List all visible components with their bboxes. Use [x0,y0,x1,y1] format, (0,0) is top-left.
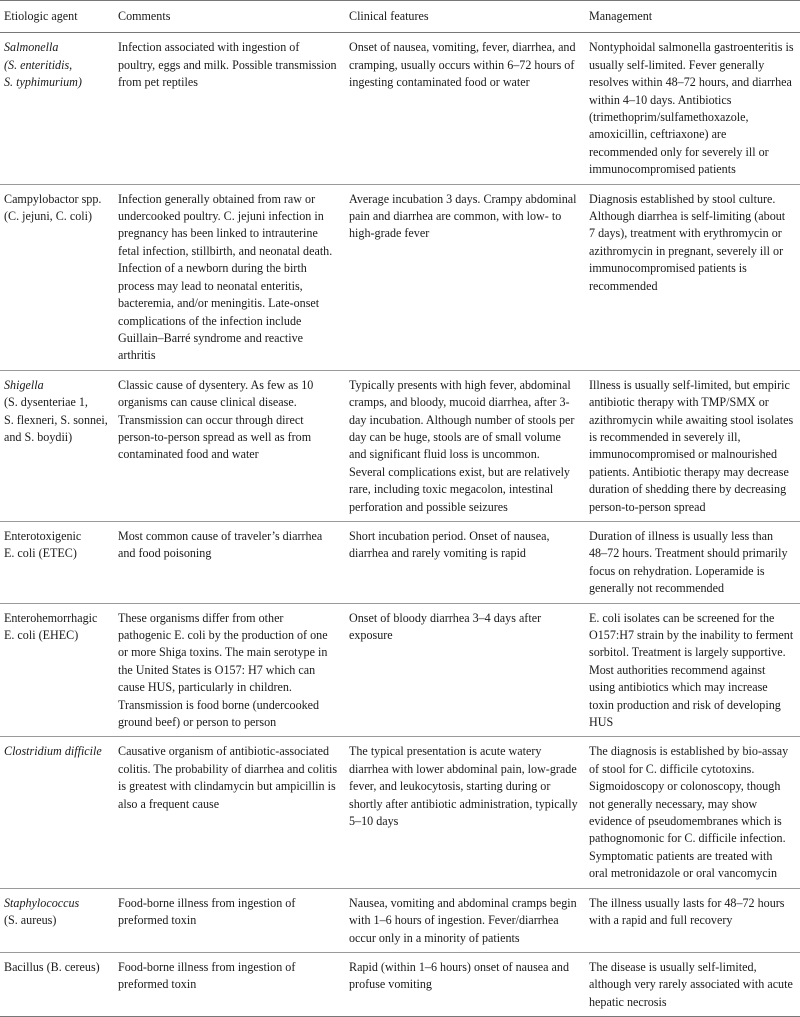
table-row [0,888,800,952]
clinical-cell: The typical presentation is acute watery diarrhea with lower abdominal pain, low-grade fever, and leukocytosis, starting during or shortly after antibiotic administration, typically 5–10 days [345,737,585,888]
table-row [0,184,800,370]
comments-cell: Causative organism of antibiotic-associated colitis. The probability of diarrhea and colitis is greatest with clindamycin but ampicillin is also a frequent cause [114,737,345,888]
agent-name: Salmonella [4,40,59,55]
agent-name: (C. jejuni, C. coli) [4,209,93,224]
clinical-cell: Typically presents with high fever, abdominal cramps, and bloody, mucoid diarrhea, after 3-day incubation. Although number of stools per day can be huge, stools are of small volume and significant fluid loss is uncommon. Several complications exist, but are relatively rare, including toxic megacolon, intestinal perforation and possible seizures [345,370,585,521]
table-row [0,521,800,603]
table-row [0,370,800,521]
comments-cell: Infection generally obtained from raw or undercooked poultry. C. jejuni infection in pregnancy has been linked to intrauterine fetal infection, stillbirth, and neonatal death. Infection of a newborn during the birth process may lead to neonatal enteritis, bacteremia, and/or meningitis. Late-onset complications of the infection include Guillain–Barré syndrome and reactive arthritis [114,184,345,370]
agent-name: E. coli (EHEC) [4,628,79,642]
management-cell: Nontyphoidal salmonella gastroenteritis is usually self-limited. Fever generally resolves within 48–72 hours, and diarrhea within 4–10 days. Antibiotics (trimethoprim/sulfamethoxazole, amoxicillin, ceftriaxone) are recommended only for severely ill or immunocompromised patients [585,33,800,184]
column-header-comments: Comments [114,1,345,33]
agent-cell [0,184,114,370]
agent-name: and S. boydii) [4,429,73,444]
column-header-agent: Etiologic agent [0,1,114,33]
clinical-cell: Short incubation period. Onset of nausea, diarrhea and rarely vomiting is rapid [345,521,585,603]
table-row [0,737,800,888]
agent-name: Enterotoxigenic [4,528,82,543]
table-row [0,603,800,737]
agent-name: (S. enteritidis, [4,57,73,72]
agent-name: Campylobactor spp. [4,191,102,206]
agent-name: (S. aureus) [4,913,57,928]
clinical-cell: Rapid (within 1–6 hours) onset of nausea and profuse vomiting [345,952,585,1016]
comments-cell: Food-borne illness from ingestion of preformed toxin [114,888,345,952]
table-header [0,1,800,33]
agent-cell [0,370,114,521]
agent-cell [0,603,114,737]
table-body [0,33,800,1017]
agent-cell [0,737,114,888]
management-cell: The illness usually lasts for 48–72 hours with a rapid and full recovery [585,888,800,952]
table-row [0,952,800,1016]
clinical-cell: Onset of nausea, vomiting, fever, diarrhea, and cramping, usually occurs within 6–72 hours of ingesting contaminated food or water [345,33,585,184]
agent-name: S. typhimurium) [4,75,82,90]
management-cell: Diagnosis established by stool culture. Although diarrhea is self-limiting (about 7 days), treatment with erythromycin or azithromycin in pregnant, severely ill or immunocompromised patients is recommended [585,184,800,370]
agent-name: Enterohemorrhagic [4,610,98,625]
management-cell: The diagnosis is established by bio-assay of stool for C. difficile cytotoxins. Sigmoidoscopy or colonoscopy, though not generally necessary, may show evidence of pseudomembranes which is pathognomonic for C. difficile infection. Symptomatic patients are treated with oral metronidazole or oral vancomycin [585,737,800,888]
column-header-management: Management [585,1,800,33]
agent-name: S. flexneri, S. sonnei, [4,412,108,427]
comments-cell: These organisms differ from other pathogenic E. coli by the production of one or more Shiga toxins. The main serotype in the United States is O157: H7 which can cause HUS, particularly in children. Transmission is food borne (undercooked ground beef) or person to person [114,603,345,737]
agent-cell [0,952,114,1016]
column-header-clinical: Clinical features [345,1,585,33]
agent-name: (S. dysenteriae 1, [4,395,88,410]
table-row [0,33,800,184]
clinical-cell: Average incubation 3 days. Crampy abdominal pain and diarrhea are common, with low- to high-grade fever [345,184,585,370]
comments-cell: Classic cause of dysentery. As few as 10 organisms can cause clinical disease. Transmission can occur through direct person-to-person spread as well as from contaminated food and water [114,370,345,521]
clinical-cell: Onset of bloody diarrhea 3–4 days after exposure [345,603,585,737]
clinical-cell: Nausea, vomiting and abdominal cramps begin with 1–6 hours of ingestion. Fever/diarrhea occur only in a minority of patients [345,888,585,952]
agent-name: Bacillus (B. cereus) [4,959,100,974]
comments-cell: Food-borne illness from ingestion of preformed toxin [114,952,345,1016]
header-row [0,1,800,33]
agent-cell [0,888,114,952]
management-cell: The disease is usually self-limited, although very rarely associated with acute hepatic necrosis [585,952,800,1016]
management-cell: E. coli isolates can be screened for the O157:H7 strain by the inability to ferment sorbitol. Treatment is largely supportive. Most authorities recommend against using antibiotics which may increase toxin production and risk of developing HUS [585,603,800,737]
management-cell: Illness is usually self-limited, but empiric antibiotic therapy with TMP/SMX or azithromycin while awaiting stool isolates is recommended in severely ill, immunocompromised or malnourished patients. Antibiotic therapy may decrease duration of shedding there by decreasing person-to-person spread [585,370,800,521]
agent-cell [0,521,114,603]
agent-name: E. coli (ETEC) [4,546,77,561]
comments-cell: Infection associated with ingestion of poultry, eggs and milk. Possible transmission from pet reptiles [114,33,345,184]
agent-name: Clostridium difficile [4,744,102,759]
agent-name: Shigella [4,377,44,392]
agent-cell [0,33,114,184]
management-cell: Duration of illness is usually less than 48–72 hours. Treatment should primarily focus on rehydration. Loperamide is generally not recommended [585,521,800,603]
comments-cell: Most common cause of traveler’s diarrhea and food poisoning [114,521,345,603]
agent-name: Staphylococcus [4,895,80,910]
